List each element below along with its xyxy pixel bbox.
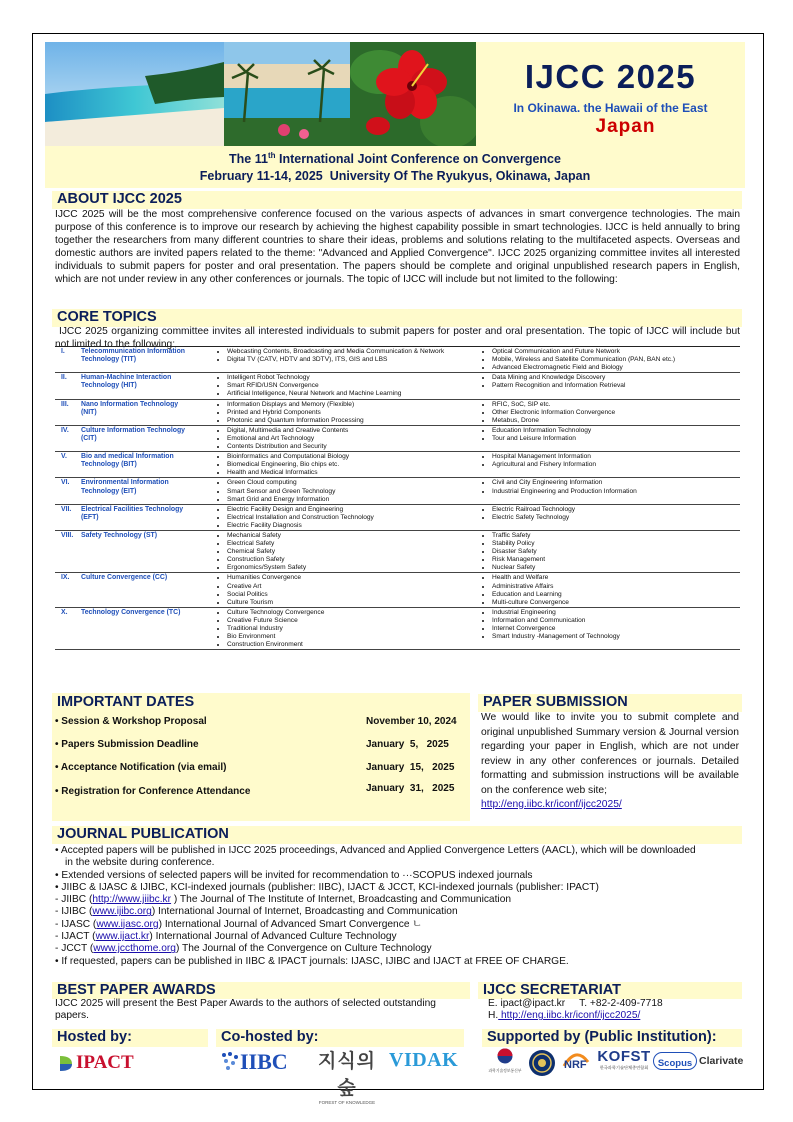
- topic-items-b: [479, 504, 740, 530]
- topic-row: [55, 347, 740, 373]
- topic-item: • Printed and Hybrid Components: [227, 409, 479, 417]
- topic-item: • Emotional and Art Technology: [227, 435, 479, 443]
- topic-name: Environmental Information Technology (EIT): [81, 479, 169, 495]
- topic-item: • Risk Management: [492, 556, 740, 564]
- topic-name: Bio and medical Information Technology (BIT): [81, 453, 174, 469]
- topic-item: • Health and Welfare: [492, 574, 740, 582]
- kofst-logo: KOFST 한국과학기술단체총연합회: [597, 1048, 651, 1070]
- topic-item: • Optical Communication and Future Network: [492, 348, 740, 356]
- about-heading: ABOUT IJCC 2025: [52, 191, 742, 209]
- hibiscus-photo: [350, 42, 476, 146]
- date-value: January 31, 2025: [366, 783, 455, 794]
- journal-link[interactable]: www.jccthome.org: [93, 943, 176, 955]
- topic-items-a: [214, 504, 479, 530]
- paper-submission-heading: PAPER SUBMISSION: [478, 694, 742, 712]
- topic-item: • Electric Railroad Technology: [492, 506, 740, 514]
- topic-item: • Metabus, Drone: [492, 417, 740, 425]
- topic-category: [55, 452, 214, 478]
- topic-category: [55, 573, 214, 607]
- topic-item: • Artificial Intelligence, Neural Network and Machine Learning: [227, 390, 479, 398]
- topic-name: Human-Machine Interaction Technology (HIT): [81, 374, 172, 390]
- secretariat-home-label: H.: [488, 1010, 499, 1022]
- topic-name: Telecommunication Information Technology (TIT): [81, 348, 186, 364]
- journal-item-desc: ) International Journal of Internet, Broadcasting and Communication: [151, 906, 458, 918]
- topic-row: [55, 373, 740, 399]
- hosted-by-label: Hosted by:: [52, 1029, 208, 1047]
- topic-item: • Other Electronic Information Convergence: [492, 409, 740, 417]
- topic-row: [55, 478, 740, 504]
- topic-item: • Education and Learning: [492, 591, 740, 599]
- topic-items-a: [214, 478, 479, 504]
- topic-items-a: [214, 573, 479, 607]
- topic-category: [55, 373, 214, 399]
- topic-item: • Stability Policy: [492, 540, 740, 548]
- topic-item: • Electrical Installation and Construction Technology: [227, 514, 479, 522]
- topic-number: VII.: [61, 505, 72, 513]
- topic-items-b: [479, 373, 740, 399]
- topic-number: IX.: [61, 574, 70, 582]
- topic-number: VI.: [61, 479, 70, 487]
- topic-item: • Traffic Safety: [492, 532, 740, 540]
- supported-by-label: Supported by (Public Institution):: [482, 1029, 742, 1047]
- topic-row: [55, 504, 740, 530]
- topic-number: IV.: [61, 426, 69, 434]
- journal-item-desc: ) International Journal of Advanced Smart Convergence ㄴ: [158, 918, 423, 930]
- topic-item: • Intelligent Robot Technology: [227, 374, 479, 382]
- topic-item: • Culture Technology Convergence: [227, 609, 479, 617]
- journal-text: [55, 845, 745, 968]
- conference-name: The 11th International Joint Conference on Convergence: [229, 151, 561, 167]
- topic-item: • Social Politics: [227, 591, 479, 599]
- topic-category: [55, 530, 214, 572]
- topic-item: • Mobile, Wireless and Satellite Communication (PAN, BAN etc.): [492, 356, 740, 364]
- journal-item-prefix: - JIIBC (: [55, 894, 93, 906]
- topic-items-a: [214, 399, 479, 425]
- topic-items-b: [479, 452, 740, 478]
- date-label: • Acceptance Notification (via email): [55, 762, 227, 773]
- topic-items-b: [479, 573, 740, 607]
- topic-item: • Information Displays and Memory (Flexible): [227, 401, 479, 409]
- about-text: IJCC 2025 will be the most comprehensive conference focused on the various aspects of advances in smart convergence technologies. The main purpose of this conference is to improve our research by achieving the highest capability possible in smart technologies. IJCC is held annually to bring together the researchers from many different countries to share their ideas, problems and solutions relating to the multifaceted aspects. Overseas and domestic authors are invited papers related to the theme: "Advanced and Applied Convergence". IJCC 2025 organizing committee invites all interested individuals to submit papers for poster and oral presentation. The papers should be complete and original unpublished research papers in English, which are not under review in any other conferences or journals. The topic of IJCC will include but not limited to the following:: [55, 209, 740, 285]
- awards-text: IJCC 2025 will present the Best Paper Awards to the authors of selected outstanding papers.: [55, 998, 436, 1022]
- topic-category: [55, 504, 214, 530]
- important-dates-panel: [52, 693, 470, 821]
- topic-item: • Hospital Management Information: [492, 453, 740, 461]
- topic-number: II.: [61, 374, 67, 382]
- topic-item: • Health and Medical Informatics: [227, 469, 479, 477]
- topic-item: • Electrical Safety: [227, 540, 479, 548]
- topic-row: [55, 399, 740, 425]
- topic-number: I.: [61, 348, 65, 355]
- topic-number: V.: [61, 453, 67, 461]
- topic-item: • Smart RFID/USN Convergence: [227, 382, 479, 390]
- core-topics-heading: CORE TOPICS: [52, 309, 742, 327]
- topic-items-a: [214, 452, 479, 478]
- topic-item: • Construction Safety: [227, 556, 479, 564]
- journal-line-3: • JIIBC & IJASC & IJIBC, KCI-indexed journals (publisher: IIBC), IJACT & JCCT, KCI-indexed journals (publisher: IPACT): [55, 881, 599, 893]
- topic-item: • Tour and Leisure Information: [492, 435, 740, 443]
- topic-item: • Contents Distribution and Security: [227, 443, 479, 451]
- topic-item: • Data Mining and Knowledge Discovery: [492, 374, 740, 382]
- topic-item: • Electric Facility Design and Engineering: [227, 506, 479, 514]
- journal-list: [55, 894, 745, 955]
- topic-item: • Civil and City Engineering Information: [492, 479, 740, 487]
- topic-item: • Biomedical Engineering, Bio chips etc.: [227, 461, 479, 469]
- journal-item: [55, 906, 745, 918]
- topic-item: • Advanced Electromagnetic Field and Biology: [492, 364, 740, 372]
- topic-name: Nano Information Technology (NIT): [81, 400, 179, 416]
- title-box: [476, 42, 745, 146]
- paper-submission-text: We would like to invite you to submit complete and original unpublished Summary version & Journal version regarding your paper in English, which are not under review in any other conferences or journals. Detailed formatting and submission instructions will be available on the conference web site; http://eng.iibc.kr/iconf/ijcc2025/: [481, 712, 739, 810]
- topic-name: Electrical Facilities Technology (EFT): [81, 505, 184, 521]
- topic-item: • Photonic and Quantum Information Processing: [227, 417, 479, 425]
- journal-line-4: • If requested, papers can be published in IIBC & IPACT journals: IJASC, IJIBC and IJACT at FREE OF CHARGE.: [55, 955, 569, 967]
- topic-item: • Digital, Multimedia and Creative Contents: [227, 427, 479, 435]
- journal-link[interactable]: www.ijasc.org: [96, 918, 159, 930]
- topic-item: • Chemical Safety: [227, 548, 479, 556]
- journal-item-desc: ) International Journal of Advanced Culture Technology: [149, 931, 397, 943]
- topic-items-b: [479, 347, 740, 373]
- topic-item: • Electric Safety Technology: [492, 514, 740, 522]
- submission-link[interactable]: http://eng.iibc.kr/iconf/ijcc2025/: [481, 799, 622, 810]
- topic-number: VIII.: [61, 531, 74, 539]
- topic-items-a: [214, 347, 479, 373]
- topic-item: • Culture Tourism: [227, 599, 479, 607]
- topic-name: Culture Information Technology (CIT): [81, 426, 185, 442]
- university-seal-icon: [528, 1049, 556, 1077]
- forest-of-knowledge-logo: 지식의숲 FOREST OF KNOWLEDGE: [317, 1051, 377, 1105]
- iibc-logo: IIBC: [220, 1046, 288, 1078]
- topic-items-b: [479, 478, 740, 504]
- journal-item-prefix: - IJACT (: [55, 931, 96, 943]
- ipact-leaf-icon: [58, 1054, 74, 1072]
- clarivate-logo: Clarivate: [699, 1055, 744, 1067]
- ministry-logo: 과학기술정보통신부: [487, 1048, 523, 1073]
- secretariat-heading: IJCC SECRETARIAT: [478, 982, 742, 999]
- topic-item: • Creative Art: [227, 583, 479, 591]
- topic-item: • Mechanical Safety: [227, 532, 479, 540]
- supporters-logos: 과학기술정보통신부 NRF KOFST 한국과학기술단체총연합회 Scopus Clarivate: [484, 1048, 746, 1082]
- journal-item: [55, 943, 745, 955]
- date-label: • Papers Submission Deadline: [55, 739, 199, 750]
- core-topics-table: [55, 346, 740, 650]
- conference-subtitle: In Okinawa. the Hawaii of the East: [513, 101, 708, 115]
- journal-item-desc: ) The Journal of The Institute of Internet, Broadcasting and Communication: [171, 894, 512, 906]
- topic-item: • Education Information Technology: [492, 427, 740, 435]
- journal-item-desc: ) The Journal of the Convergence on Culture Technology: [175, 943, 432, 955]
- ipact-logo: IPACT: [58, 1050, 134, 1076]
- topic-item: • Industrial Engineering: [492, 609, 740, 617]
- topic-item: • Administrative Affairs: [492, 583, 740, 591]
- topic-item: • Industrial Engineering and Production Information: [492, 488, 740, 496]
- date-value: January 15, 2025: [366, 762, 455, 773]
- conference-heading: [45, 146, 745, 188]
- journal-item: [55, 894, 745, 906]
- journal-item-prefix: - IJIBC (: [55, 906, 93, 918]
- topic-item: • Smart Industry -Management of Technology: [492, 633, 740, 641]
- topic-item: • Electric Facility Diagnosis: [227, 522, 479, 530]
- topic-row: [55, 530, 740, 572]
- journal-link[interactable]: www.ijact.kr: [95, 931, 150, 943]
- topic-category: [55, 425, 214, 451]
- conference-country: Japan: [595, 116, 656, 137]
- topic-item: • Digital TV (CATV, HDTV and 3DTV), ITS, GIS and LBS: [227, 356, 479, 364]
- topic-item: • Nuclear Safety: [492, 564, 740, 572]
- secretariat-contact: [488, 998, 738, 1023]
- ministry-emblem-icon: [497, 1048, 513, 1064]
- topic-item: • Construction Environment: [227, 641, 479, 649]
- journal-link[interactable]: http://www.jiibc.kr: [92, 894, 172, 906]
- topic-category: [55, 399, 214, 425]
- awards-heading: BEST PAPER AWARDS: [52, 982, 470, 999]
- topic-category: [55, 347, 214, 373]
- topic-item: • Bioinformatics and Computational Biology: [227, 453, 479, 461]
- date-value: January 5, 2025: [366, 739, 449, 750]
- topic-item: • Disaster Safety: [492, 548, 740, 556]
- topic-category: [55, 607, 214, 649]
- date-label: • Registration for Conference Attendance: [55, 786, 251, 797]
- topic-item: • Ergonomics/System Safety: [227, 564, 479, 572]
- topic-items-a: [214, 425, 479, 451]
- topic-row: [55, 425, 740, 451]
- journal-item: [55, 931, 745, 943]
- scopus-logo: Scopus: [653, 1052, 697, 1070]
- journal-link[interactable]: www.ijibc.org: [92, 906, 152, 918]
- topic-row: [55, 452, 740, 478]
- topic-item: • Humanities Convergence: [227, 574, 479, 582]
- topic-item: • Creative Future Science: [227, 617, 479, 625]
- topic-item: • Smart Grid and Energy Information: [227, 496, 479, 504]
- topic-number: X.: [61, 608, 68, 616]
- topic-item: • Smart Sensor and Green Technology: [227, 488, 479, 496]
- topic-item: • Information and Communication: [492, 617, 740, 625]
- date-value: November 10, 2024: [366, 716, 457, 727]
- cohosted-by-label: Co-hosted by:: [216, 1029, 464, 1047]
- topic-item: • Internet Convergence: [492, 625, 740, 633]
- topic-items-b: [479, 607, 740, 649]
- topic-item: • Bio Environment: [227, 633, 479, 641]
- topic-item: • RFIC, SoC, SIP etc.: [492, 401, 740, 409]
- journal-item-prefix: - JCCT (: [55, 943, 94, 955]
- journal-line-2: • Extended versions of selected papers will be invited for recommendation to ···SCOPUS indexed journals: [55, 869, 533, 881]
- journal-line-1b: in the website during conference.: [65, 857, 215, 869]
- topic-row: [55, 607, 740, 649]
- secretariat-home-link[interactable]: http://eng.iibc.kr/iconf/ijcc2025/: [498, 1010, 641, 1022]
- conference-title: IJCC 2025: [524, 58, 697, 95]
- core-topics-intro: IJCC 2025 organizing committee invites all interested individuals to submit papers for poster and oral presentation. The topic of IJCC will include but not limited to the following:: [55, 326, 740, 350]
- topic-items-b: [479, 399, 740, 425]
- resort-photo: [224, 42, 350, 146]
- topic-item: • Webcasting Contents, Broadcasting and Media Communication & Network: [227, 348, 479, 356]
- topic-name: Culture Convergence (CC): [81, 574, 168, 582]
- topic-row: [55, 573, 740, 607]
- journal-item-prefix: - IJASC (: [55, 918, 97, 930]
- topic-items-a: [214, 530, 479, 572]
- journal-item: [55, 919, 745, 931]
- topic-number: III.: [61, 400, 69, 408]
- topic-item: • Traditional Industry: [227, 625, 479, 633]
- journal-heading: JOURNAL PUBLICATION: [52, 826, 742, 844]
- iibc-dots-icon: [220, 1051, 240, 1073]
- topic-items-a: [214, 607, 479, 649]
- date-label: • Session & Workshop Proposal: [55, 716, 207, 727]
- secretariat-email-phone: E. ipact@ipact.kr T. +82-2-409-7718: [488, 998, 663, 1009]
- topic-name: Safety Technology (ST): [81, 531, 158, 539]
- topic-item: • Pattern Recognition and Information Retrieval: [492, 382, 740, 390]
- beach-photo: [45, 42, 224, 146]
- topic-item: • Multi-culture Convergence: [492, 599, 740, 607]
- vidak-logo: VIDAK: [389, 1049, 459, 1071]
- topic-items-b: [479, 530, 740, 572]
- journal-line-1: • Accepted papers will be published in IJCC 2025 proceedings, Advanced and Applied Convergence Letters (AACL), which will be downloaded: [55, 845, 696, 856]
- topic-items-a: [214, 373, 479, 399]
- topic-item: • Green Cloud computing: [227, 479, 479, 487]
- important-dates-heading: IMPORTANT DATES: [52, 694, 470, 712]
- topic-items-b: [479, 425, 740, 451]
- conference-dates-venue: February 11-14, 2025 University Of The Ryukyus, Okinawa, Japan: [199, 169, 591, 183]
- topic-category: [55, 478, 214, 504]
- topic-name: Technology Convergence (TC): [81, 608, 181, 616]
- topic-item: • Agricultural and Fishery Information: [492, 461, 740, 469]
